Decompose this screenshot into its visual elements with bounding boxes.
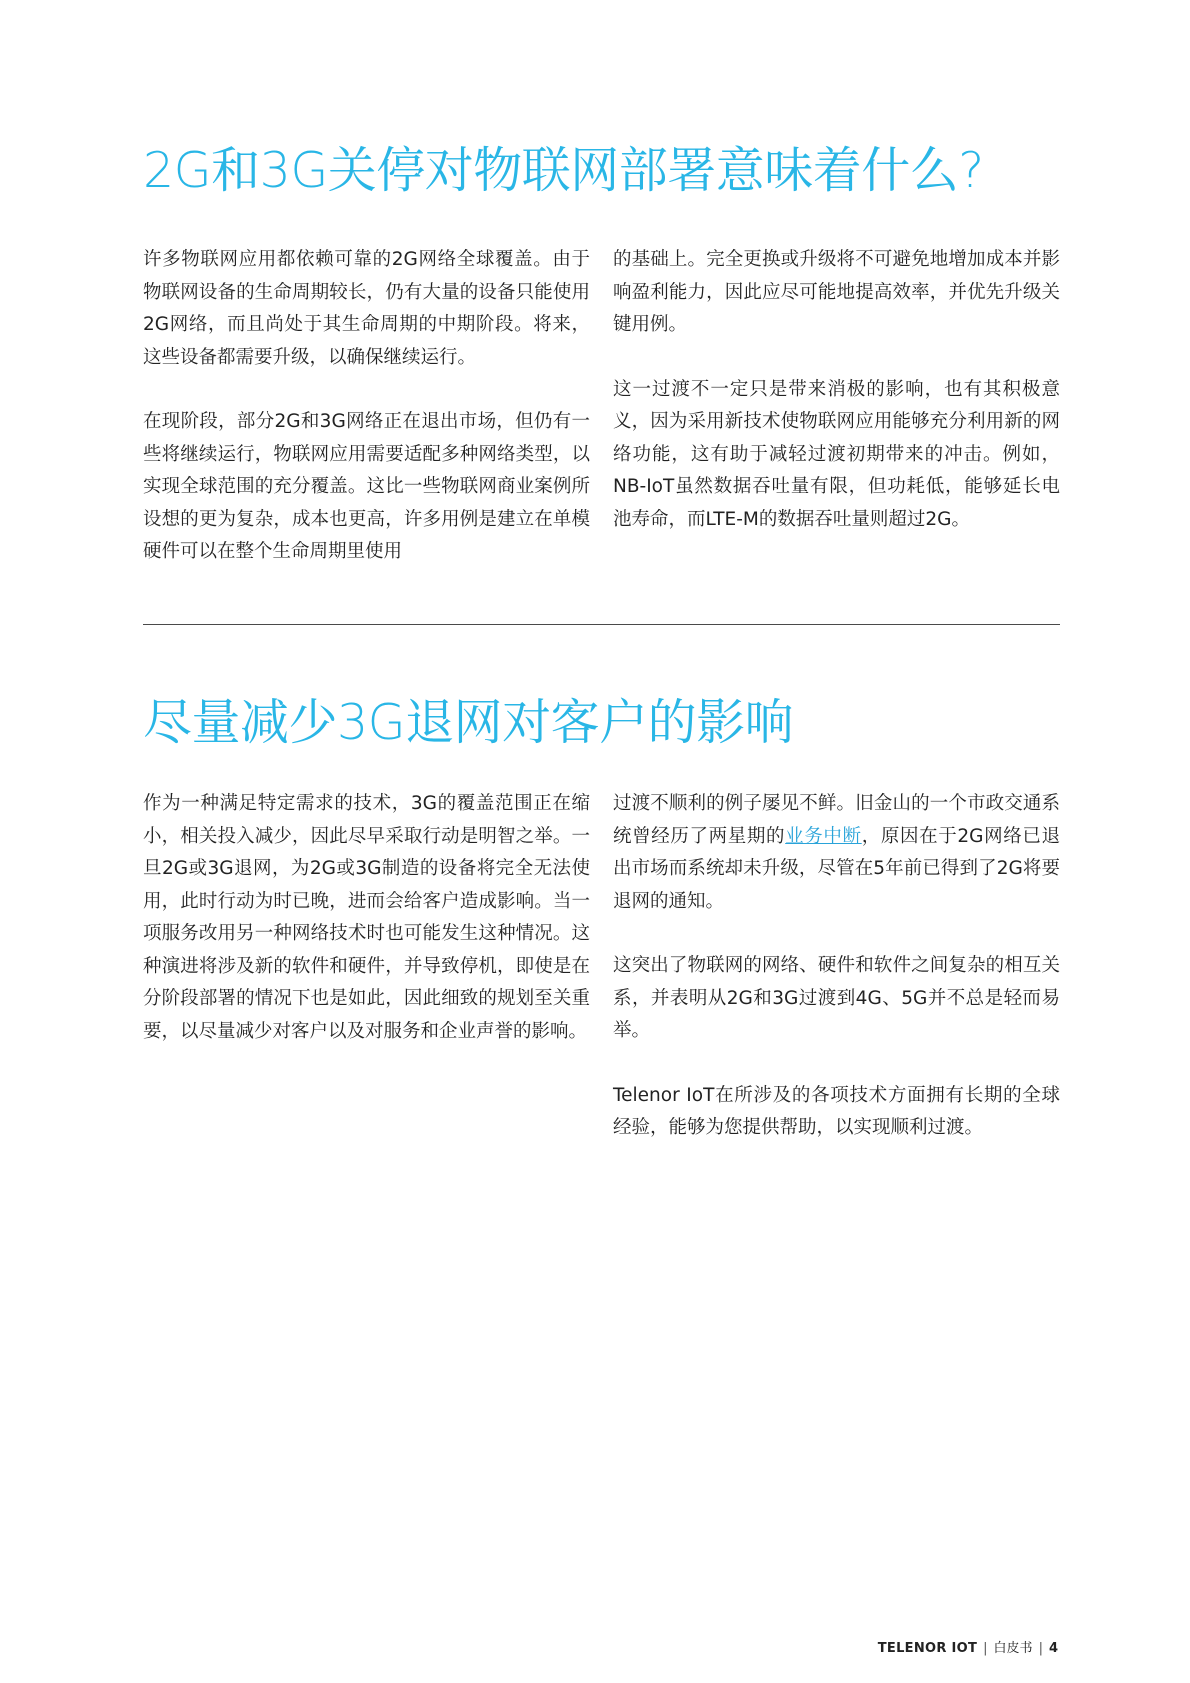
- paragraph: 的基础上。完全更换或升级将不可避免地增加成本并影响盈利能力，因此应尽可能地提高效率，并优先升级关键用例。: [613, 249, 1060, 335]
- section-minimize-impact: [143, 690, 1060, 1177]
- section-divider: [143, 624, 1060, 625]
- paragraph: [613, 788, 1060, 918]
- section-2g-3g-shutdown: [143, 138, 1060, 601]
- two-column-body: [143, 244, 1060, 601]
- page-number: 4: [1048, 1641, 1058, 1656]
- paragraph: 这一过渡不一定只是带来消极的影响，也有其积极意义，因为采用新技术使物联网应用能够充分利用新的网络功能，这有助于减轻过渡初期带来的冲击。例如，NB-IoT虽然数据吞吐量有限，但功耗低，能够延长电池寿命，而LTE-M的数据吞吐量则超过2G。: [613, 378, 1060, 530]
- right-column: [613, 244, 1060, 601]
- left-column: [143, 788, 590, 1177]
- paragraph-text: ，原因在于2G网络已退出市场而系统却未升级，尽管在5年前已得到了2G将要退网的通知。: [613, 825, 1060, 912]
- paragraph-text: 过渡不顺利的例子屡见不鲜。旧金山的一个市政交通系统曾经历了两星期的: [613, 793, 1060, 847]
- left-column: [143, 244, 590, 601]
- paragraph: Telenor IoT在所涉及的各项技术方面拥有长期的全球经验，能够为您提供帮助，以实现顺利过渡。: [613, 1084, 1060, 1138]
- page-footer: [878, 1637, 1058, 1656]
- section-title: 2G和3G关停对物联网部署意味着什么?: [143, 142, 984, 199]
- right-column: [613, 788, 1060, 1177]
- paragraph: 作为一种满足特定需求的技术，3G的覆盖范围正在缩小，相关投入减少，因此尽早采取行动是明智之举。一旦2G或3G退网，为2G或3G制造的设备将完全无法使用，此时行动为时已晚，进而会给客户造成影响。当一项服务改用另一种网络技术时也可能发生这种情况。这种演进将涉及新的软件和硬件，并导致停机，即使是在分阶段部署的情况下也是如此，因此细致的规划至关重要，以尽量减少对客户以及对服务和企业声誉的影响。: [143, 793, 590, 1042]
- paragraph: 这突出了物联网的网络、硬件和软件之间复杂的相互关系，并表明从2G和3G过渡到4G、5G并不总是轻而易举。: [613, 955, 1060, 1041]
- section-title: 尽量减少3G退网对客户的影响: [143, 694, 794, 751]
- footer-separator: |: [1038, 1641, 1043, 1656]
- two-column-body: [143, 788, 1060, 1177]
- footer-separator: |: [983, 1641, 988, 1656]
- footer-brand: TELENOR IOT: [877, 1641, 978, 1656]
- service-outage-link[interactable]: 业务中断: [785, 825, 862, 847]
- footer-doc-type: 白皮书: [993, 1641, 1033, 1656]
- paragraph: 在现阶段，部分2G和3G网络正在退出市场，但仍有一些将继续运行，物联网应用需要适配多种网络类型，以实现全球范围的充分覆盖。这比一些物联网商业案例所设想的更为复杂，成本也更高，许多用例是建立在单模硬件可以在整个生命周期里使用: [143, 411, 590, 562]
- paragraph: 许多物联网应用都依赖可靠的2G网络全球覆盖。由于物联网设备的生命周期较长，仍有大量的设备只能使用2G网络，而且尚处于其生命周期的中期阶段。将来，这些设备都需要升级，以确保继续运行。: [143, 249, 590, 368]
